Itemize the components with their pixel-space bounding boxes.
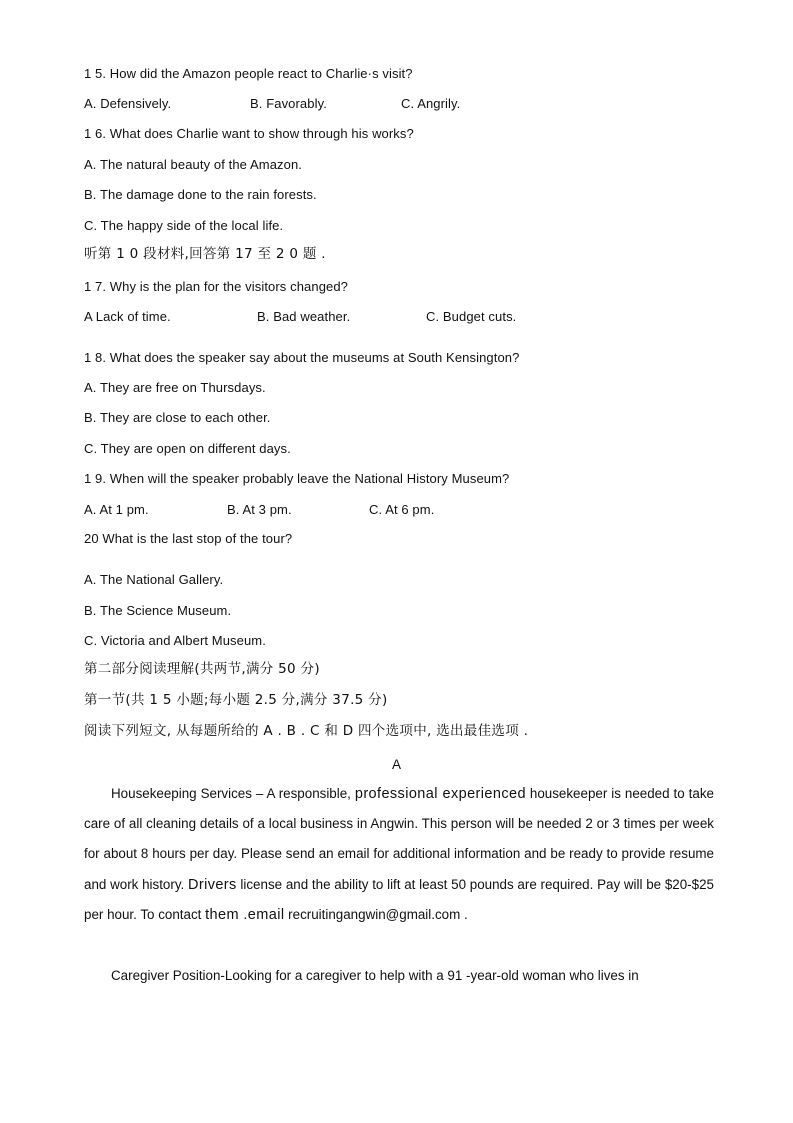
option-c: C. At 6 pm. bbox=[369, 502, 435, 517]
question-18-option-c: C. They are open on different days. bbox=[84, 441, 291, 456]
question-19-options bbox=[84, 502, 724, 518]
paragraph-text: Housekeeping Services – A responsible, bbox=[111, 786, 355, 801]
option-c: C. Angrily. bbox=[401, 96, 461, 111]
question-17-options bbox=[84, 309, 724, 325]
question-15: 1 5. How did the Amazon people react to Charlie·s visit? bbox=[84, 66, 413, 81]
passage-paragraph-2: Caregiver Position-Looking for a caregiver to help with a 91 -year-old woman who lives in bbox=[111, 968, 639, 983]
question-16-option-a: A. The natural beauty of the Amazon. bbox=[84, 157, 302, 172]
option-a: A Lack of time. bbox=[84, 309, 171, 324]
question-16: 1 6. What does Charlie want to show through his works? bbox=[84, 126, 414, 141]
question-18: 1 8. What does the speaker say about the museums at South Kensington? bbox=[84, 350, 520, 365]
option-a: A. Defensively. bbox=[84, 96, 172, 111]
question-20: 20 What is the last stop of the tour? bbox=[84, 531, 293, 546]
emphasized-text: them .email bbox=[205, 906, 285, 923]
question-16-option-b: B. The damage done to the rain forests. bbox=[84, 187, 317, 202]
part-2-section-1: 第一节(共 1 5 小题;每小题 2.5 分,满分 37.5 分) bbox=[84, 692, 388, 708]
question-18-option-b: B. They are close to each other. bbox=[84, 410, 271, 425]
question-20-option-b: B. The Science Museum. bbox=[84, 603, 232, 618]
option-b: B. Bad weather. bbox=[257, 309, 351, 324]
option-b: B. Favorably. bbox=[250, 96, 327, 111]
paragraph-text: license and the ability to lift at least 50 pounds are required. Pay will be $20-$25 per hour. To contact bbox=[84, 876, 714, 922]
question-17: 1 7. Why is the plan for the visitors changed? bbox=[84, 279, 349, 294]
passage-paragraph-1 bbox=[84, 779, 714, 930]
option-a: A. At 1 pm. bbox=[84, 502, 149, 517]
emphasized-text: professional experienced bbox=[354, 786, 526, 802]
question-16-option-c: C. The happy side of the local life. bbox=[84, 218, 284, 233]
emphasized-text: Drivers bbox=[187, 876, 237, 893]
question-15-options bbox=[84, 96, 724, 112]
question-20-option-a: A. The National Gallery. bbox=[84, 572, 224, 587]
email-address: recruitingangwin@gmail.com . bbox=[284, 906, 468, 922]
question-20-option-c: C. Victoria and Albert Museum. bbox=[84, 633, 266, 648]
paragraph-text: housekeeper is needed to take care of all cleaning details of a local business in Angwin. This person will be needed 2 or 3 times per week for about 8 hours per day. Please send an email for additional information and be ready to provide resume and work history. bbox=[84, 786, 714, 892]
part-2-instruction: 阅读下列短文, 从每题所给的 A . B . C 和 D 四个选项中, 选出最佳选项 . bbox=[84, 723, 529, 739]
section-10-heading: 听第 1 0 段材料,回答第 17 至 2 0 题 . bbox=[84, 246, 326, 262]
passage-heading: A bbox=[391, 757, 401, 772]
option-c: C. Budget cuts. bbox=[426, 309, 517, 324]
question-18-option-a: A. They are free on Thursdays. bbox=[84, 380, 266, 395]
option-b: B. At 3 pm. bbox=[227, 502, 292, 517]
part-2-title: 第二部分阅读理解(共两节,满分 50 分) bbox=[84, 661, 320, 677]
question-19: 1 9. When will the speaker probably leave the National History Museum? bbox=[84, 471, 510, 486]
